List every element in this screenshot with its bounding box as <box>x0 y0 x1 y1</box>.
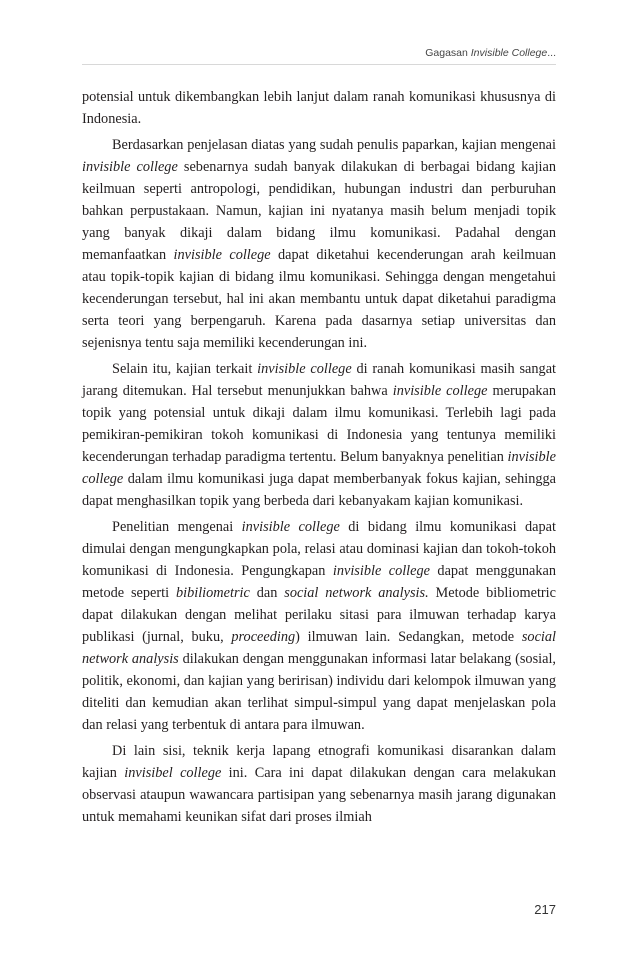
text-run: ini. Cara ini dapat dilakukan dengan cara melakukan observasi ataupun wawancara partisipan yang sebenarnya masih jarang digunakan untuk memahami keunikan sifat dari proses ilmiah <box>82 765 556 825</box>
italic-term: invisible college <box>241 519 340 535</box>
text-run: dalam ilmu komunikasi juga dapat memberbanyak fokus kajian, sehingga dapat menghasilkan topik yang berbeda dari kebanyakam kajian komunikasi. <box>82 471 556 509</box>
italic-term: social network analysis. <box>284 585 429 601</box>
italic-term: proceeding <box>231 629 296 645</box>
text-run: Di lain sisi, teknik kerja lapang etnografi komunikasi disarankan dalam kajian <box>82 743 556 781</box>
text-run: Metode bibliometric dapat dilakukan dengan melihat perilaku sitasi para ilmuwan terhadap karya publikasi (jurnal, buku, <box>82 585 556 645</box>
paragraph <box>82 134 556 354</box>
running-header-prefix: Gagasan <box>425 47 471 59</box>
italic-term: bibiliometric <box>175 585 250 601</box>
running-header-title: Invisible College <box>470 47 548 59</box>
italic-term: invisible college <box>173 247 271 263</box>
running-header <box>425 47 556 59</box>
text-run: dilakukan dengan menggunakan informasi latar belakang (sosial, politik, ekonomi, dan kajian yang beririsan) individu dari kelompok ilmuwan yang diteliti dan kemudian akan terlihat simpul-simpul yang dapat menjelaskan pola dan relasi yang terbentuk di antara para ilmuwan. <box>82 651 557 733</box>
italic-term: invisible college <box>82 449 556 487</box>
italic-term: invisible college <box>82 159 178 175</box>
body-text <box>82 86 556 832</box>
paragraph <box>82 740 556 828</box>
text-run: potensial untuk dikembangkan lebih lanjut dalam ranah komunikasi khususnya di Indonesia. <box>82 89 556 127</box>
text-run: dapat diketahui kecenderungan arah keilmuan atau topik-topik kajian di bidang ilmu komunikasi. Sehingga dengan mengetahui kecenderungan tersebut, hal ini akan membantu untuk dapat diketahui paradigma serta teori yang berpengaruh. Karena pada dasarnya setiap universitas dan sejenisnya tentu saja memiliki kecenderungan ini. <box>82 247 556 351</box>
text-run: dan <box>249 585 285 601</box>
paragraph <box>82 86 556 130</box>
italic-term: invisible college <box>332 563 430 579</box>
text-run: sebenarnya sudah banyak dilakukan di berbagai bidang kajian keilmuan seperti antropologi, pendidikan, hubungan industri dan perburuhan bahkan perpustakaan. Namun, kajian ini nyatanya masih belum menjadi topik yang banyak dikaji dalam bidang ilmu komunikasi. Padahal dengan memanfaatkan <box>82 159 557 263</box>
italic-term: invisibel college <box>124 765 222 781</box>
text-run: dapat menggunakan metode seperti <box>82 563 556 601</box>
italic-term: invisible college <box>257 361 352 377</box>
text-run: ) ilmuwan lain. Sedangkan, metode <box>295 629 522 645</box>
page-number: 217 <box>534 902 556 917</box>
text-run: Penelitian mengenai <box>112 519 242 535</box>
text-run: di ranah komunikasi masih sangat jarang ditemukan. Hal tersebut menunjukkan bahwa <box>82 361 557 399</box>
text-run: di bidang ilmu komunikasi dapat dimulai dengan mengungkapkan pola, relasi atau dominasi kajian dan tokoh-tokoh komunikasi di Indonesia. Pengungkapan <box>82 519 556 579</box>
paragraph <box>82 358 556 512</box>
header-divider <box>82 64 556 65</box>
paragraph <box>82 516 556 736</box>
running-header-ellipsis: ... <box>547 47 556 59</box>
italic-term: invisible college <box>392 383 488 399</box>
italic-term: social network analysis <box>82 629 557 667</box>
text-run: merupakan topik yang potensial untuk dikaji dalam ilmu komunikasi. Terlebih lagi pada pemikiran-pemikiran tokoh komunikasi di Indonesia yang tentunya memiliki kecenderungan terhadap paradigma tertentu. Belum banyaknya penelitian <box>82 383 556 465</box>
text-run: Selain itu, kajian terkait <box>112 361 258 377</box>
text-run: Berdasarkan penjelasan diatas yang sudah penulis paparkan, kajian mengenai <box>112 137 556 153</box>
